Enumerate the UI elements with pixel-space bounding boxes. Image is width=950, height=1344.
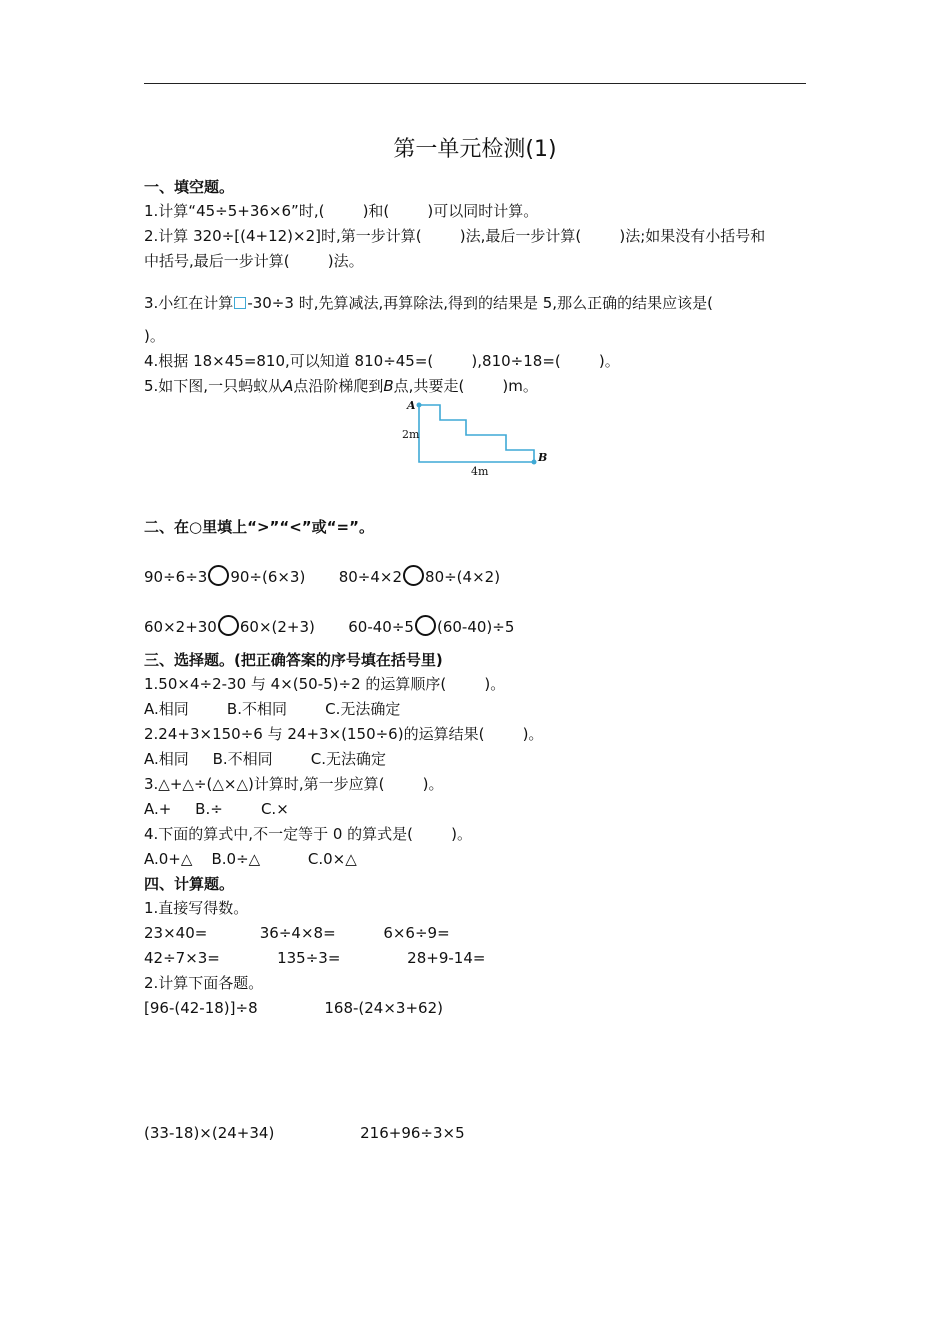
question-1-2-line2: 中括号,最后一步计算( )法。: [144, 252, 364, 270]
question-3-4: 4.下面的算式中,不一定等于 0 的算式是( )。: [144, 825, 473, 843]
compare-circle[interactable]: [403, 565, 424, 586]
question-1-5: 5.如下图,一只蚂蚁从A点沿阶梯爬到B点,共要走( )m。: [144, 377, 538, 395]
question-3-2-options: A.相同 B.不相同 C.无法确定: [144, 750, 387, 768]
question-4-1: 1.直接写得数。: [144, 899, 249, 917]
compare-row-2: 60×2+30 60×(2+3) 60-40÷5 (60-40)÷5: [144, 615, 514, 637]
compare-circle[interactable]: [218, 615, 239, 636]
label-b: B: [538, 451, 548, 464]
label-a: A: [407, 399, 416, 412]
compare-circle[interactable]: [415, 615, 436, 636]
compare-circle[interactable]: [208, 565, 229, 586]
question-1-3-line1: 3.小红在计算 -30÷3 时,先算减法,再算除法,得到的结果是 5,那么正确的结果应该是(: [144, 294, 713, 312]
section-1-heading: 一、填空题。: [144, 178, 235, 196]
section-2-heading: 二、在○里填上“>”“<”或“=”。: [144, 518, 374, 536]
question-3-1: 1.50×4÷2-30 与 4×(50-5)÷2 的运算顺序( )。: [144, 675, 506, 693]
staircase-diagram: [398, 396, 558, 482]
question-3-3-options: A.+ B.÷ C.×: [144, 800, 289, 818]
staircase-path: [419, 405, 534, 462]
question-3-3: 3.△+△÷(△×△)计算时,第一步应算( )。: [144, 775, 444, 793]
question-3-2: 2.24+3×150÷6 与 24+3×(150÷6)的运算结果( )。: [144, 725, 544, 743]
question-3-1-options: A.相同 B.不相同 C.无法确定: [144, 700, 401, 718]
blank-square-icon: [234, 297, 246, 309]
oral-calc-row-2: 42÷7×3= 135÷3= 28+9-14=: [144, 949, 486, 967]
calc-row-1: [96-(42-18)]÷8 168-(24×3+62): [144, 999, 443, 1017]
point-b: [532, 460, 537, 465]
label-height: 2m: [402, 428, 420, 441]
label-width: 4m: [471, 465, 489, 478]
compare-row-1: 90÷6÷3 90÷(6×3) 80÷4×2 80÷(4×2): [144, 565, 500, 587]
question-3-4-options: A.0+△ B.0÷△ C.0×△: [144, 850, 357, 868]
question-1-2-line1: 2.计算 320÷[(4+12)×2]时,第一步计算( )法,最后一步计算( )法;如果没有小括号和: [144, 227, 766, 245]
question-4-2: 2.计算下面各题。: [144, 974, 264, 992]
oral-calc-row-1: 23×40= 36÷4×8= 6×6÷9=: [144, 924, 450, 942]
question-1-1: 1.计算“45÷5+36×6”时,( )和( )可以同时计算。: [144, 202, 539, 220]
section-3-heading: 三、选择题。(把正确答案的序号填在括号里): [144, 651, 443, 669]
header-rule: [144, 83, 806, 84]
calc-row-2: (33-18)×(24+34) 216+96÷3×5: [144, 1124, 465, 1142]
question-1-4: 4.根据 18×45=810,可以知道 810÷45=( ),810÷18=( )。: [144, 352, 620, 370]
section-4-heading: 四、计算题。: [144, 875, 235, 893]
point-a: [417, 403, 422, 408]
page-title: 第一单元检测(1): [393, 137, 557, 162]
question-1-3-line2: )。: [144, 327, 165, 345]
